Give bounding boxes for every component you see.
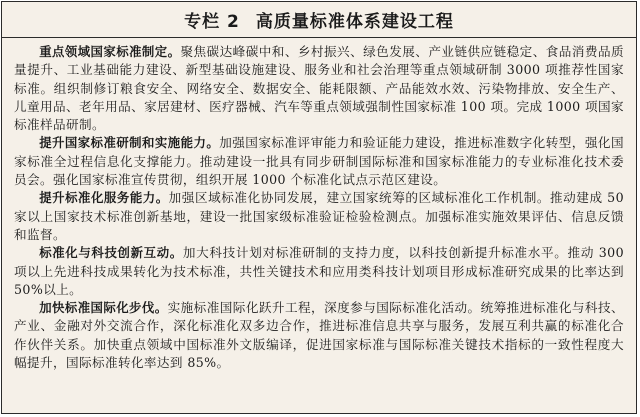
column-label: 专栏 2 <box>184 12 240 32</box>
section-paragraph <box>14 43 624 134</box>
section-text: 加大科技计划对标准研制的支持力度，以科技创新提升标准水平。推动 300 项以上先进科技成果转化为技术标准，共性关键技术和应用类科技计划项目形成标准研究成果的比率达到 50%以上。 <box>14 245 624 297</box>
section-text: 实施标准国际化跃升工程，深度参与国际标准化活动。统筹推进标准化与科技、产业、金融对外交流合作，深化标准化双多边合作，推进标准信息共享与服务，发展互利共赢的标准化合作伙伴关系。加快重点领域中国标准外文版编译，促进国家标准与国际标准关键技术指标的一致性程度大幅提升，国际标准转化率达到 85%。 <box>14 300 625 371</box>
title-bar <box>2 2 636 38</box>
section-paragraph <box>14 299 624 372</box>
section-paragraph <box>14 189 624 244</box>
section-text: 加强区域标准化协同发展，建立国家统筹的区域标准化工作机制。推动建成 50 家以上国家技术标准创新基地，建设一批国家级标准验证检验检测点。加强标准实施效果评估、信息反馈和监督。 <box>14 190 624 242</box>
section-lead: 提升国家标准研制和实施能力。 <box>39 135 220 151</box>
section-text: 聚焦碳达峰碳中和、乡村振兴、绿色发展、产业链供应链稳定、食品消费品质量提升、工业基础能力建设、新型基础设施建设、服务业和社会治理等重点领域研制 3000 项推荐性国家标准。组织制修订粮食安全、网络安全、数据安全、能耗限额、产品能效水效、污染物排放、安全生产、儿童用品、老年用品、家居建材、医疗器械、汽车等重点领域强制性国家标准 100 项。完成 1000 项国家标准样品研制。 <box>14 44 624 133</box>
column-title: 高质量标准体系建设工程 <box>255 12 454 32</box>
box-title <box>184 7 454 32</box>
box-content <box>2 38 636 372</box>
section-lead: 重点领域国家标准制定。 <box>39 44 181 59</box>
section-lead: 标准化与科技创新互动。 <box>39 245 183 261</box>
section-lead: 加快标准国际化步伐。 <box>39 300 168 316</box>
section-paragraph <box>14 134 624 189</box>
feature-box <box>1 1 637 414</box>
section-text: 加强国家标准评审能力和验证能力建设，推进标准数字化转型，强化国家标准全过程信息化支撑能力。推动建设一批具有同步研制国际标准和国家标准能力的专业标准化技术委员会。强化国家标准宣传贯彻，组织开展 1000 个标准化试点示范区建设。 <box>14 135 624 188</box>
section-paragraph <box>14 244 624 299</box>
section-lead: 提升标准化服务能力。 <box>39 190 169 206</box>
